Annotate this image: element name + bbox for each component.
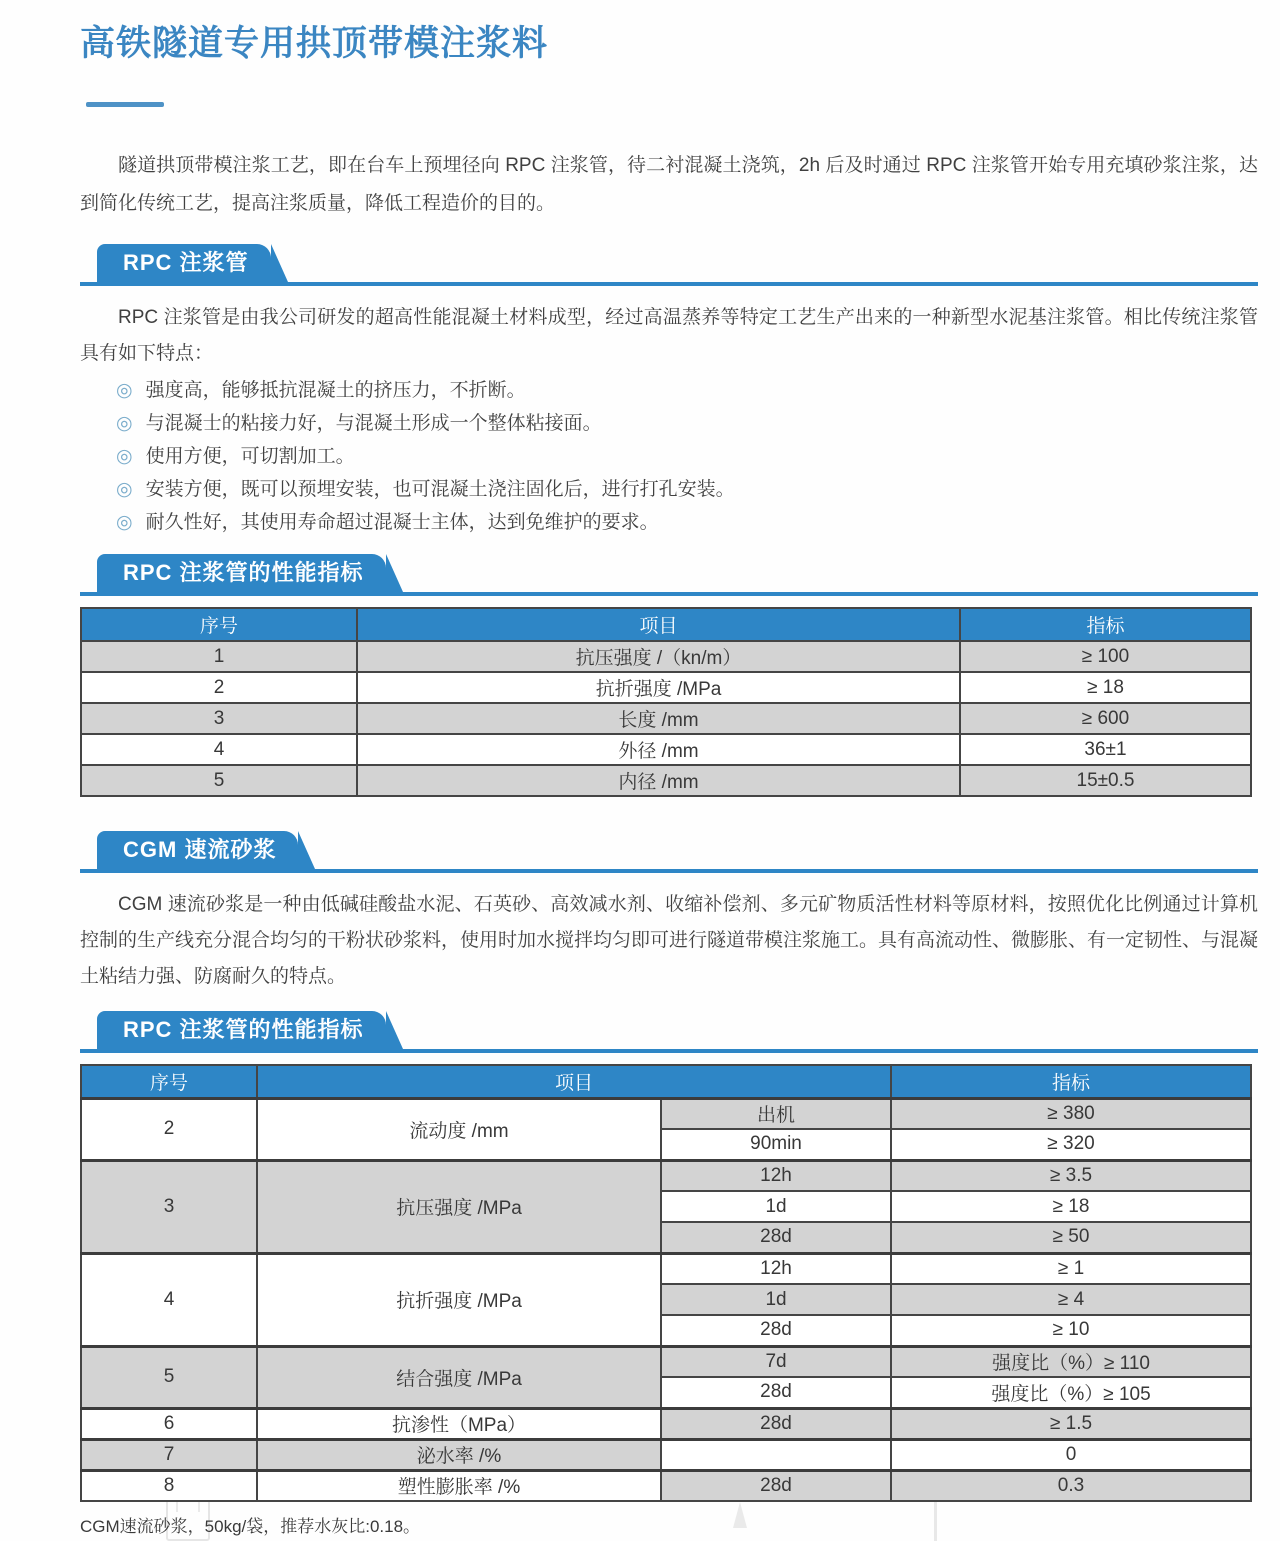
feature-list (116, 374, 1258, 539)
cell-value: ≥ 18 (960, 672, 1251, 703)
section-rule (80, 1049, 1258, 1053)
table-header-row (81, 1065, 1251, 1098)
section-tab-cgm-specs (97, 1011, 386, 1049)
intro-paragraph: 隧道拱顶带模注浆工艺，即在台车上预埋径向 RPC 注浆管，待二衬混凝土浇筑，2h 后及时通过 RPC 注浆管开始专用充填砂浆注浆，达到简化传统工艺，提高注浆质量，降低工程造价的目的。 (80, 155, 1258, 214)
section-cgm (80, 831, 1258, 873)
cell-condition: 出机 (661, 1098, 891, 1129)
cell-item: 外径 /mm (357, 734, 960, 765)
feature-item (116, 506, 1258, 539)
double-circle-bullet-icon: ◎ (116, 479, 133, 500)
section-cgm-specs (80, 1011, 1258, 1053)
cell-value: ≥ 600 (960, 703, 1251, 734)
cell-no: 5 (81, 765, 357, 796)
table-row (81, 765, 1251, 796)
section-tab-row (80, 554, 1258, 592)
cell-no: 1 (81, 641, 357, 672)
section-tab-row (80, 1011, 1258, 1049)
cell-condition: 28d (661, 1408, 891, 1439)
section-rpc-pipe (80, 244, 1258, 286)
cell-item: 抗压强度 /MPa (257, 1160, 661, 1253)
cell-condition: 28d (661, 1377, 891, 1408)
feature-text: 使用方便，可切割加工。 (145, 446, 355, 467)
cell-item: 抗渗性（MPa） (257, 1408, 661, 1439)
cell-no: 7 (81, 1439, 257, 1470)
cgm-description: CGM 速流砂浆是一种由低碱硅酸盐水泥、石英砂、高效减水剂、收缩补偿剂、多元矿物质活性材料等原材料，按照优化比例通过计算机控制的生产线充分混合均匀的干粉状砂浆料，使用时加水搅拌均匀即可进行隧道带模注浆施工。具有高流动性、微膨胀、有一定韧性、与混凝土粘结力强、防腐耐久的特点。 (80, 894, 1259, 987)
cell-value: 0.3 (891, 1470, 1251, 1501)
table-row (81, 1439, 1251, 1470)
title-underline (86, 102, 164, 107)
feature-item (116, 374, 1258, 407)
cell-item: 抗折强度 /MPa (257, 1253, 661, 1346)
cell-value: 36±1 (960, 734, 1251, 765)
feature-text: 耐久性好，其使用寿命超过混凝士主体，达到免维护的要求。 (145, 512, 659, 533)
table-row (81, 1160, 1251, 1191)
cell-value: ≥ 18 (891, 1191, 1251, 1222)
section-rule (80, 592, 1258, 596)
cell-item: 结合强度 /MPa (257, 1346, 661, 1408)
footnote: CGM速流砂浆，50kg/袋，推荐水灰比:0.18。 (80, 1517, 421, 1536)
feature-item (116, 440, 1258, 473)
table-row (81, 1253, 1251, 1284)
cell-no: 2 (81, 1098, 257, 1160)
cell-condition: 1d (661, 1191, 891, 1222)
table-header-row (81, 608, 1251, 641)
cell-value: ≥ 380 (891, 1098, 1251, 1129)
section-rule (80, 869, 1258, 873)
section-tab-cgm (97, 831, 298, 869)
cgm-specs-table (80, 1064, 1252, 1502)
header-cell-value: 指标 (960, 608, 1251, 641)
section-rpc-specs (80, 554, 1258, 596)
cell-no: 4 (81, 734, 357, 765)
feature-item (116, 473, 1258, 506)
section-heading: RPC 注浆管的性能指标 (123, 1017, 364, 1042)
section-heading: CGM 速流砂浆 (123, 837, 277, 862)
cell-value: 强度比（%）≥ 110 (891, 1346, 1251, 1377)
cell-item: 抗折强度 /MPa (357, 672, 960, 703)
cell-no: 5 (81, 1346, 257, 1408)
feature-text: 强度高，能够抵抗混凝土的挤压力，不折断。 (145, 380, 526, 401)
cell-no: 2 (81, 672, 357, 703)
feature-text: 与混凝士的粘接力好，与混凝土形成一个整体粘接面。 (145, 413, 602, 434)
cell-item: 长度 /mm (357, 703, 960, 734)
cell-no: 3 (81, 1160, 257, 1253)
rpc-specs-table (80, 607, 1252, 797)
feature-item (116, 407, 1258, 440)
cell-condition: 28d (661, 1222, 891, 1253)
double-circle-bullet-icon: ◎ (116, 380, 133, 401)
cell-item: 泌水率 /% (257, 1439, 661, 1470)
cell-condition: 90min (661, 1129, 891, 1160)
table-row (81, 641, 1251, 672)
cell-value: 强度比（%）≥ 105 (891, 1377, 1251, 1408)
cell-value: ≥ 50 (891, 1222, 1251, 1253)
header-cell-value: 指标 (891, 1065, 1251, 1098)
section-heading: RPC 注浆管的性能指标 (123, 560, 364, 585)
double-circle-bullet-icon: ◎ (116, 446, 133, 467)
header-cell-item: 项目 (257, 1065, 891, 1098)
cell-condition: 7d (661, 1346, 891, 1377)
table-row (81, 1346, 1251, 1377)
section-tab-rpc-specs (97, 554, 386, 592)
cell-condition: 28d (661, 1470, 891, 1501)
section-tab-row (80, 244, 1258, 282)
table-row (81, 672, 1251, 703)
double-circle-bullet-icon: ◎ (116, 413, 133, 434)
feature-text: 安装方便，既可以预埋安装，也可混凝土浇注固化后，进行打孔安装。 (145, 479, 735, 500)
section-rule (80, 282, 1258, 286)
double-circle-bullet-icon: ◎ (116, 512, 133, 533)
cell-value: 15±0.5 (960, 765, 1251, 796)
cell-condition: 12h (661, 1253, 891, 1284)
cell-item: 内径 /mm (357, 765, 960, 796)
section-heading: RPC 注浆管 (123, 250, 249, 275)
table-row (81, 1408, 1251, 1439)
header-cell-no: 序号 (81, 608, 357, 641)
cell-condition: 1d (661, 1284, 891, 1315)
header-cell-no: 序号 (81, 1065, 257, 1098)
section-tab-row (80, 831, 1258, 869)
cell-value: ≥ 4 (891, 1284, 1251, 1315)
cell-value: ≥ 320 (891, 1129, 1251, 1160)
cell-condition: 28d (661, 1315, 891, 1346)
cell-item: 抗压强度 /（kn/m） (357, 641, 960, 672)
cell-no: 3 (81, 703, 357, 734)
cell-no: 8 (81, 1470, 257, 1501)
table-row (81, 1098, 1251, 1129)
cell-item: 流动度 /mm (257, 1098, 661, 1160)
rpc-description: RPC 注浆管是由我公司研发的超高性能混凝土材料成型，经过高温蒸养等特定工艺生产出来的一种新型水泥基注浆管。相比传统注浆管具有如下特点： (80, 307, 1258, 364)
cell-item: 塑性膨胀率 /% (257, 1470, 661, 1501)
table-row (81, 734, 1251, 765)
cell-no: 4 (81, 1253, 257, 1346)
cell-condition: 12h (661, 1160, 891, 1191)
cell-value: ≥ 100 (960, 641, 1251, 672)
table-row (81, 703, 1251, 734)
cell-no: 6 (81, 1408, 257, 1439)
page-title: 高铁隧道专用拱顶带模注浆料 (80, 24, 549, 63)
cell-condition (661, 1439, 891, 1470)
table-row (81, 1470, 1251, 1501)
cell-value: ≥ 3.5 (891, 1160, 1251, 1191)
section-tab-rpc-pipe (97, 244, 271, 282)
cell-value: ≥ 10 (891, 1315, 1251, 1346)
cell-value: ≥ 1 (891, 1253, 1251, 1284)
cell-value: 0 (891, 1439, 1251, 1470)
cell-value: ≥ 1.5 (891, 1408, 1251, 1439)
header-cell-item: 项目 (357, 608, 960, 641)
